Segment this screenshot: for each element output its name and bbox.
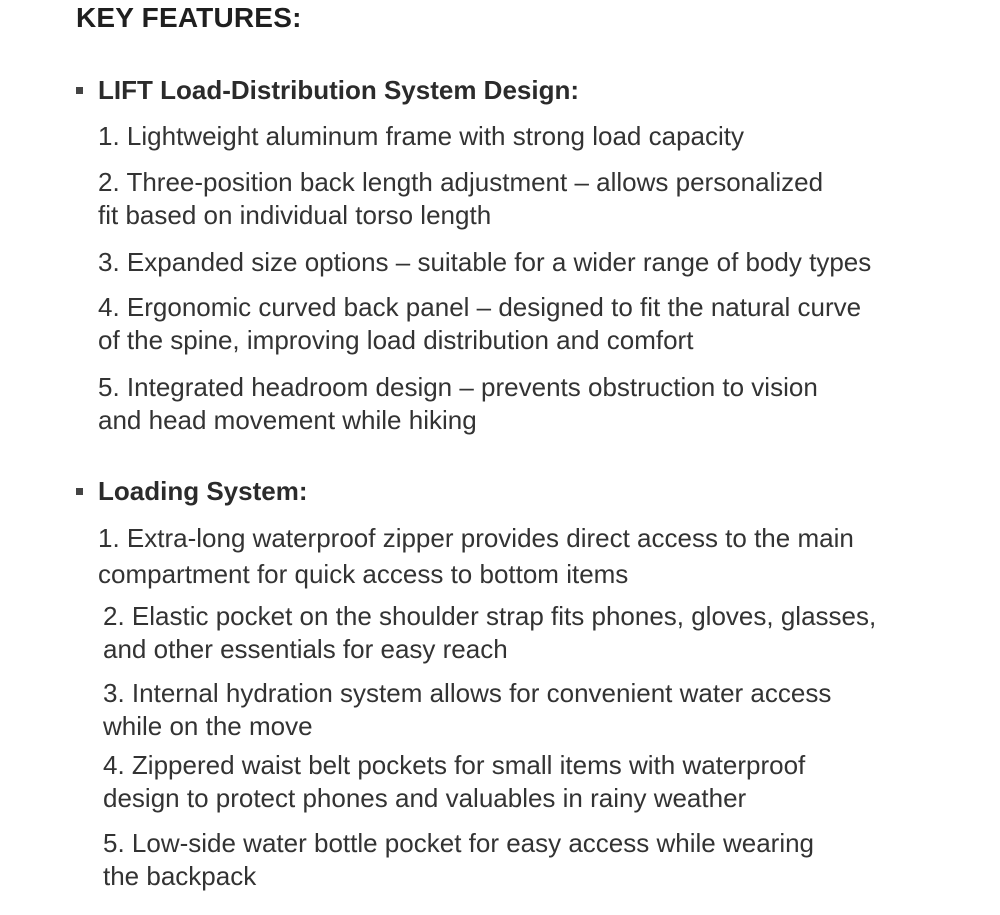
list-item: 4. Ergonomic curved back panel – designed to fit the natural curve of the spine, improving load distribution and comfort xyxy=(98,292,862,355)
square-bullet-icon xyxy=(76,87,83,94)
section-title: LIFT Load-Distribution System Design: xyxy=(98,74,580,105)
list-item: 2. Three-position back length adjustment – allows personalized fit based on individual torso length xyxy=(98,167,824,230)
page-heading: KEY FEATURES: xyxy=(76,2,302,33)
list-item: 5. Integrated headroom design – prevents obstruction to vision and head movement while hiking xyxy=(98,372,818,435)
list-item: 1. Extra-long waterproof zipper provides direct access to the main compartment for quick access to bottom items xyxy=(98,523,854,589)
list-item: 5. Low-side water bottle pocket for easy access while wearing the backpack xyxy=(103,828,815,891)
list-item: 4. Zippered waist belt pockets for small items with waterproof design to protect phones and valuables in rainy weather xyxy=(103,750,806,813)
list-item: 1. Lightweight aluminum frame with strong load capacity xyxy=(98,121,744,151)
list-item: 3. Expanded size options – suitable for a wider range of body types xyxy=(98,247,872,277)
list-item: 3. Internal hydration system allows for convenient water access while on the move xyxy=(103,678,832,741)
list-item: 2. Elastic pocket on the shoulder strap fits phones, gloves, glasses, and other essentials for easy reach xyxy=(103,601,877,664)
section-header-lift xyxy=(76,73,579,107)
section-header-loading xyxy=(76,474,307,508)
section-title: Loading System: xyxy=(98,475,308,506)
square-bullet-icon xyxy=(76,488,83,495)
